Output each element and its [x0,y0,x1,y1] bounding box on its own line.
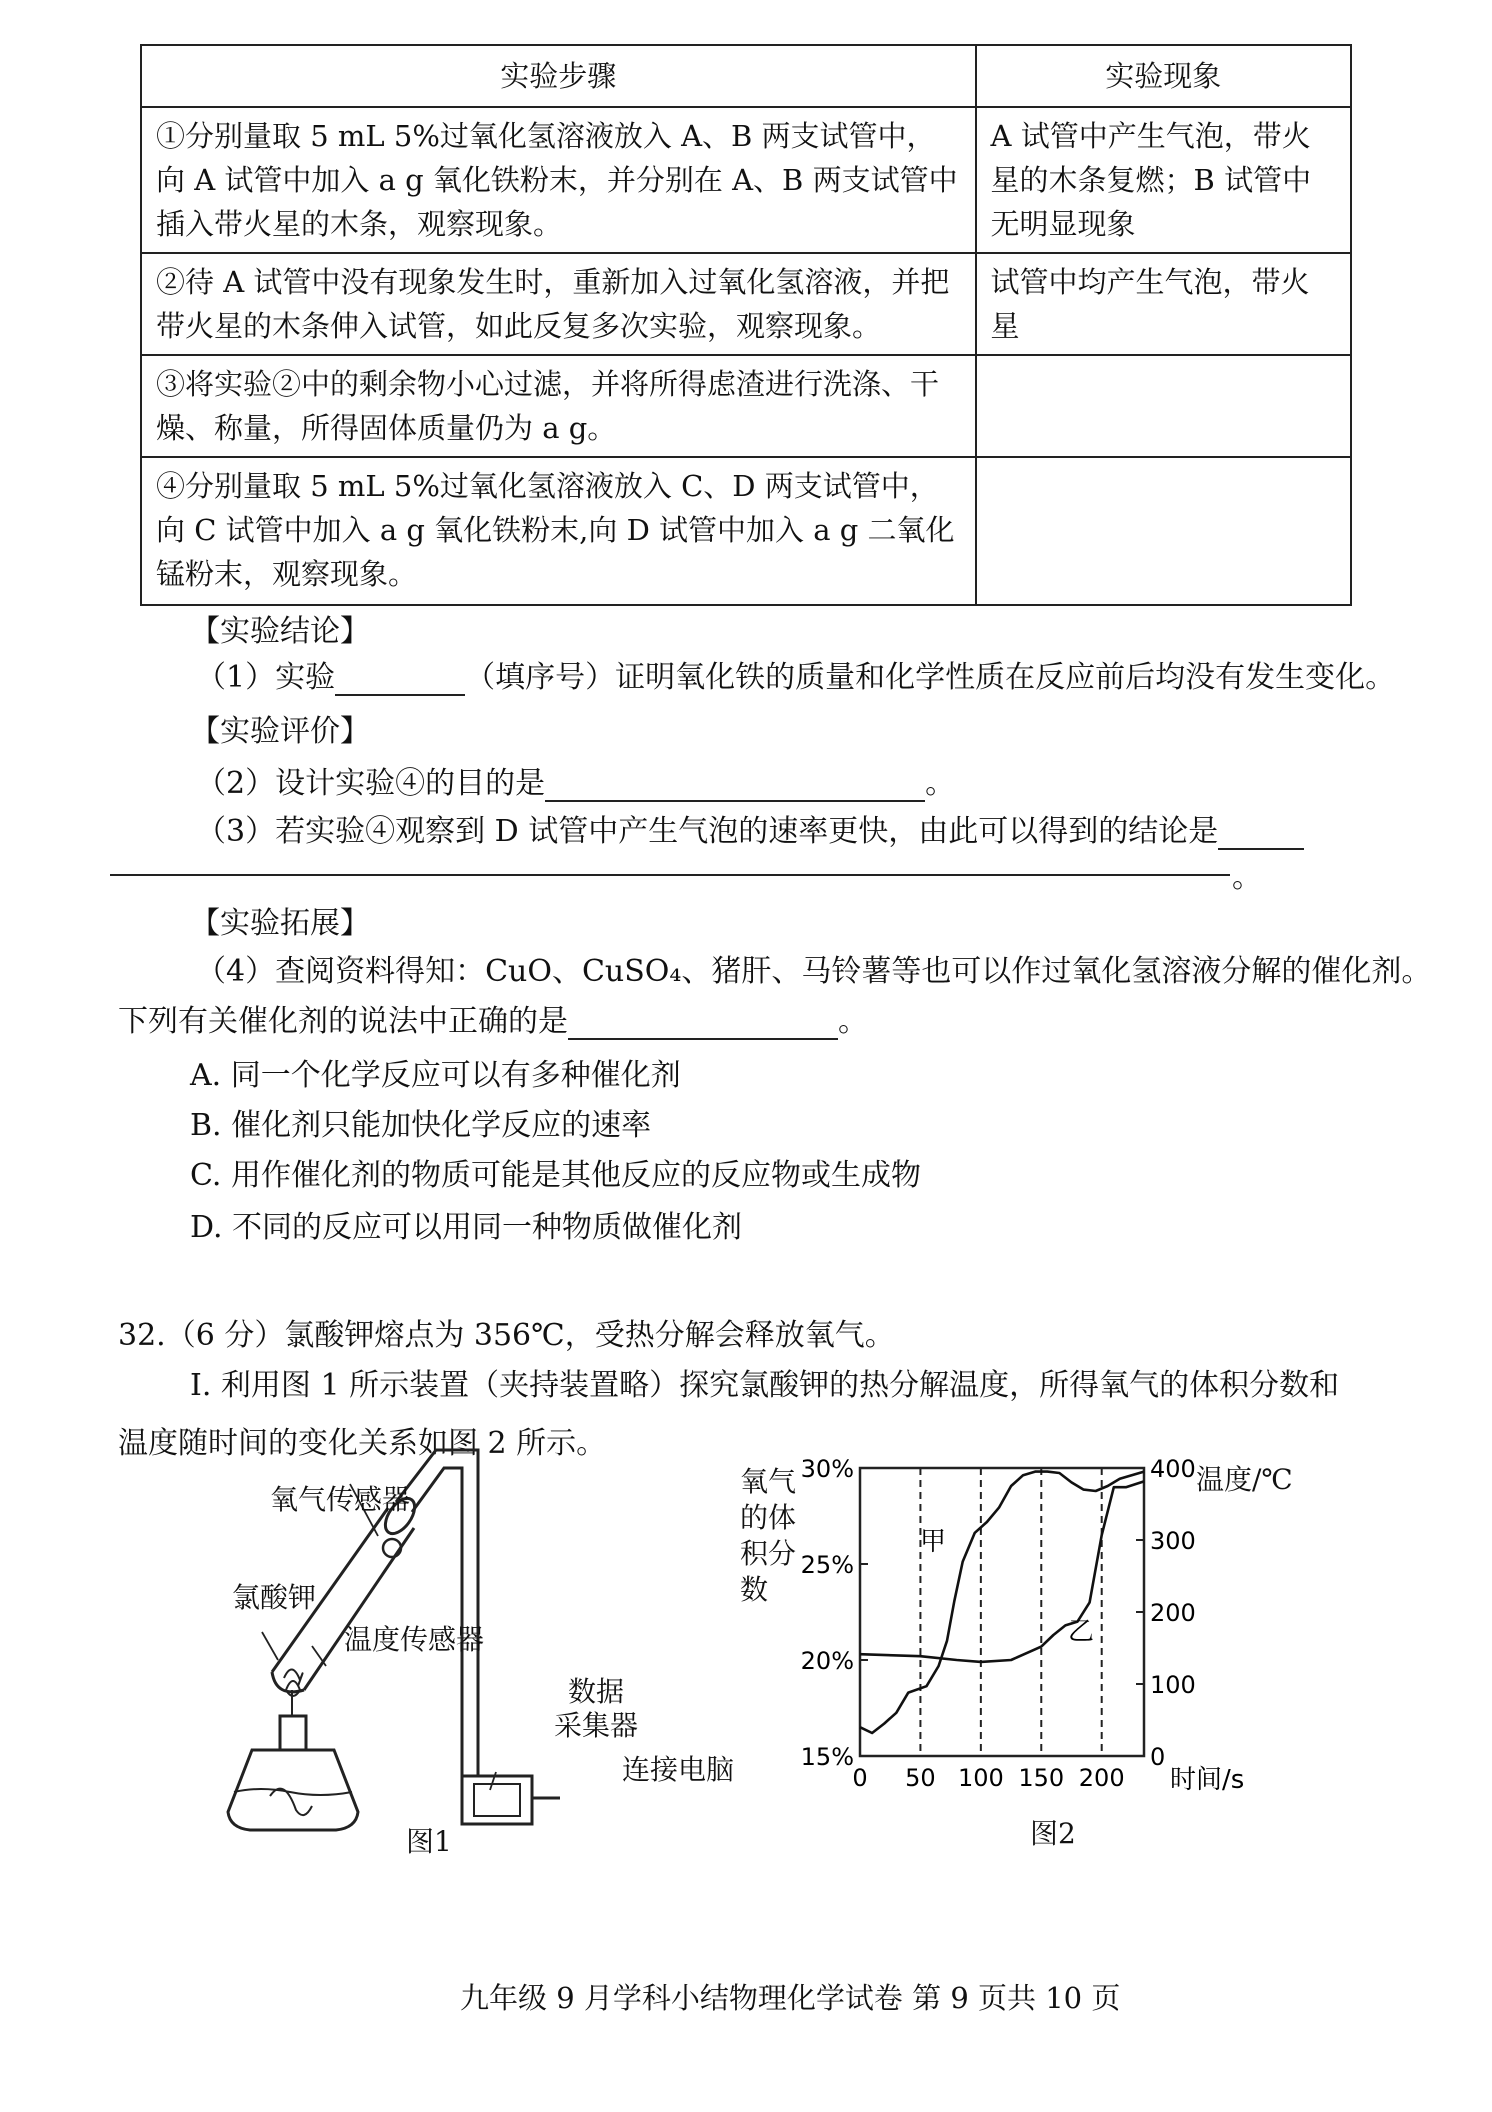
step-cell: ④分别量取 5 mL 5%过氧化氢溶液放入 C、D 两支试管中，向 C 试管中加入 a g 氧化铁粉末,向 D 试管中加入 a g 二氧化锰粉末，观察现象。 [141,457,976,605]
table-header-row [141,45,1351,107]
left-axis-label-line: 的体 [740,1501,797,1534]
label-temp-sensor: 温度传感器 [344,1623,485,1656]
extension-heading: 【实验拓展】 [190,906,370,941]
question-4-line1: （4）查阅资料得知：CuO、CuSO₄、猪肝、马铃薯等也可以作过氧化氢溶液分解的催化剂。 [196,954,1432,989]
q4-suffix: 。 [838,1004,868,1039]
q4-answer-blank[interactable] [568,1008,838,1040]
step-cell: ①分别量取 5 mL 5%过氧化氢溶液放入 A、B 两支试管中，向 A 试管中加入 a g 氧化铁粉末，并分别在 A、B 两支试管中插入带火星的木条，观察现象。 [141,107,976,253]
x-axis-label: 时间/s [1170,1765,1245,1795]
figure1-caption: 图1 [406,1825,452,1858]
q32-part1-line1: I. 利用图 1 所示装置（夹持装置略）探究氯酸钾的热分解温度，所得氧气的体积分数和 [190,1368,1340,1403]
question-4-line2 [118,996,868,1040]
page-footer: 九年级 9 月学科小结物理化学试卷 第 9 页共 10 页 [460,1981,1121,2015]
label-computer: 连接电脑 [622,1753,735,1786]
x-tick-label: 200 [1078,1764,1125,1792]
q2-suffix: 。 [925,766,956,801]
alcohol-lamp [228,1681,358,1830]
header-phenomenon: 实验现象 [976,45,1351,107]
option-a: A. 同一个化学反应可以有多种催化剂 [190,1058,681,1093]
option-b: B. 催化剂只能加快化学反应的速率 [190,1108,652,1143]
table-row [141,253,1351,355]
label-collector-line1: 数据 [568,1675,625,1708]
y-tick-label: 20% [800,1647,854,1675]
q3-answer-line[interactable] [110,874,1230,876]
q1-prefix: （1）实验 [196,660,336,695]
curve-label-yi: 乙 [1068,1617,1095,1647]
left-axis-label [740,1464,796,1608]
table-row [141,457,1351,605]
phenomenon-cell: A 试管中产生气泡，带火星的木条复燃；B 试管中无明显现象 [976,107,1351,253]
grid [920,1468,1101,1756]
evaluation-heading: 【实验评价】 [190,714,370,749]
question-2 [196,758,955,802]
q1-suffix: （填序号）证明氧化铁的质量和化学性质在反应前后均没有发生变化。 [465,660,1396,695]
q1-answer-blank[interactable] [335,664,465,696]
y2-tick-label: 400 [1150,1455,1196,1483]
y-tick-label: 30% [800,1455,854,1483]
q3-prefix: （3）若实验④观察到 D 试管中产生气泡的速率更快，由此可以得到的结论是 [196,814,1219,849]
question-3 [196,806,1304,850]
step-cell: ③将实验②中的剩余物小心过滤，并将所得虑渣进行洗涤、干燥、称量，所得固体质量仍为 a g。 [141,355,976,457]
header-steps: 实验步骤 [141,45,976,107]
table-row [141,355,1351,457]
y-tick-label: 15% [800,1743,854,1771]
left-axis-label-line: 氧气 [740,1465,797,1498]
x-tick-label: 150 [1018,1764,1065,1792]
phenomenon-cell [976,355,1351,457]
y2-tick-label: 100 [1150,1671,1196,1699]
question-1 [196,652,1395,696]
x-tick-label: 100 [957,1764,1004,1792]
label-oxygen-sensor: 氧气传感器 [270,1483,411,1516]
q2-prefix: （2）设计实验④的目的是 [196,766,546,801]
right-axis-label: 温度/℃ [1196,1463,1293,1496]
label-collector-line2: 采集器 [554,1709,639,1742]
q32-part1-line2: 温度随时间的变化关系如图 2 所示。 [118,1426,607,1461]
curve-label-jia: 甲 [920,1527,947,1557]
table-row [141,107,1351,253]
oxygen-sensor-probe [383,1539,401,1557]
q2-answer-blank[interactable] [545,770,925,802]
label-kclo3: 氯酸钾 [232,1581,317,1614]
q3-answer-blank[interactable] [1218,818,1304,850]
phenomenon-cell [976,457,1351,605]
y2-tick-label: 0 [1150,1743,1166,1771]
conclusion-heading: 【实验结论】 [190,614,370,649]
q4-prefix: 下列有关催化剂的说法中正确的是 [118,1004,568,1039]
y2-tick-label: 300 [1150,1527,1196,1555]
option-d: D. 不同的反应可以用同一种物质做催化剂 [190,1210,743,1245]
q32-title: 32.（6 分）氯酸钾熔点为 356℃，受热分解会释放氧气。 [118,1318,895,1353]
y-tick-label: 25% [800,1551,854,1579]
figure2-caption: 图2 [1030,1817,1076,1850]
left-axis-label-line: 积分 [740,1537,797,1570]
phenomenon-cell: 试管中均产生气泡，带火星 [976,253,1351,355]
step-cell: ②待 A 试管中没有现象发生时，重新加入过氧化氢溶液，并把带火星的木条伸入试管，如此反复多次实验，观察现象。 [141,253,976,355]
x-tick-label: 0 [852,1764,868,1792]
experiment-table [140,44,1352,606]
data-collector [462,1776,560,1824]
y2-tick-label: 200 [1150,1599,1196,1627]
option-c: C. 用作催化剂的物质可能是其他反应的反应物或生成物 [190,1158,921,1193]
x-tick-label: 50 [905,1764,936,1792]
figure2-chart [800,1450,1320,1810]
left-axis-label-line: 数 [740,1573,769,1606]
q3-suffix: 。 [1232,860,1262,895]
